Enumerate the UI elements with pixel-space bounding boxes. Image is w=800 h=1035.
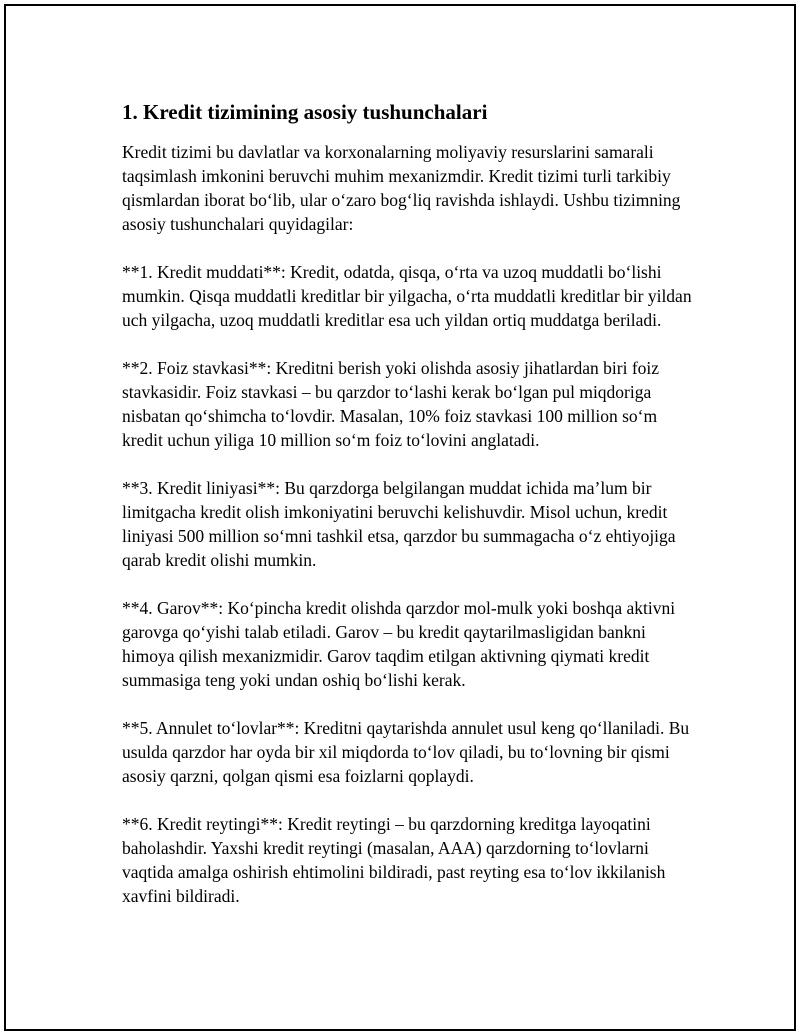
intro-paragraph: Kredit tizimi bu davlatlar va korxonalarning moliyaviy resurslarini samarali taqsimlash imkonini beruvchi muhim mexanizmdir. Kredit tizimi turli tarkibiy qismlardan iborat bo‘lib, ular o‘zaro bog‘liq ravishda ishlaydi. Ushbu tizimning asosiy tushunchalari quyidagilar:: [122, 142, 681, 234]
paragraph-kredit-reytingi: **6. Kredit reytingi**: Kredit reytingi – bu qarzdorning kreditga layoqatini baholashdir. Yaxshi kredit reytingi (masalan, AAA) qarzdorning to‘lovlarni vaqtida amalga oshirish ehtimolini bildiradi, past reyting esa to‘lov ikkilanish xavfini bildiradi.: [122, 814, 666, 906]
paragraph-kredit-liniyasi: **3. Kredit liniyasi**: Bu qarzdorga belgilangan muddat ichida ma’lum bir limitgacha kredit olish imkoniyatini beruvchi kelishuvdir. Misol uchun, kredit liniyasi 500 million so‘mni tashkil etsa, qarzdor bu summagacha o‘z ehtiyojiga qarab kredit olishi mumkin.: [122, 478, 676, 570]
paragraph-foiz-stavkasi: **2. Foiz stavkasi**: Kreditni berish yoki olishda asosiy jihatlardan biri foiz stavkasidir. Foiz stavkasi – bu qarzdor to‘lashi kerak bo‘lgan pul miqdoriga nisbatan qo‘shimcha to‘lovdir. Masalan, 10% foiz stavkasi 100 million so‘m kredit uchun yiliga 10 million so‘m foiz to‘lovini anglatadi.: [122, 358, 660, 450]
paragraph-garov: **4. Garov**: Ko‘pincha kredit olishda qarzdor mol-mulk yoki boshqa aktivni garovga qo‘yishi talab etiladi. Garov – bu kredit qaytarilmasligidan bankni himoya qilish mexanizmidir. Garov taqdim etilgan aktivning qiymati kredit summasiga teng yoki undan oshiq bo‘lishi kerak.: [122, 598, 676, 690]
page-frame: [4, 4, 796, 1031]
paragraph-annulet-tolovlar: **5. Annulet to‘lovlar**: Kreditni qaytarishda annulet usul keng qo‘llaniladi. Bu usulda qarzdor har oyda bir xil miqdorda to‘lov qiladi, bu to‘lovning bir qismi asosiy qarzni, qolgan qismi esa foizlarni qoplaydi.: [122, 718, 690, 786]
page-title: 1. Kredit tizimining asosiy tushunchalari: [122, 100, 488, 124]
paragraph-kredit-muddati: **1. Kredit muddati**: Kredit, odatda, qisqa, o‘rta va uzoq muddatli bo‘lishi mumkin. Qisqa muddatli kreditlar bir yilgacha, o‘rta muddatli kreditlar bir yildan uch yilgacha, uzoq muddatli kreditlar esa uch yildan ortiq muddatga beriladi.: [122, 262, 692, 330]
document-body: [122, 98, 702, 932]
